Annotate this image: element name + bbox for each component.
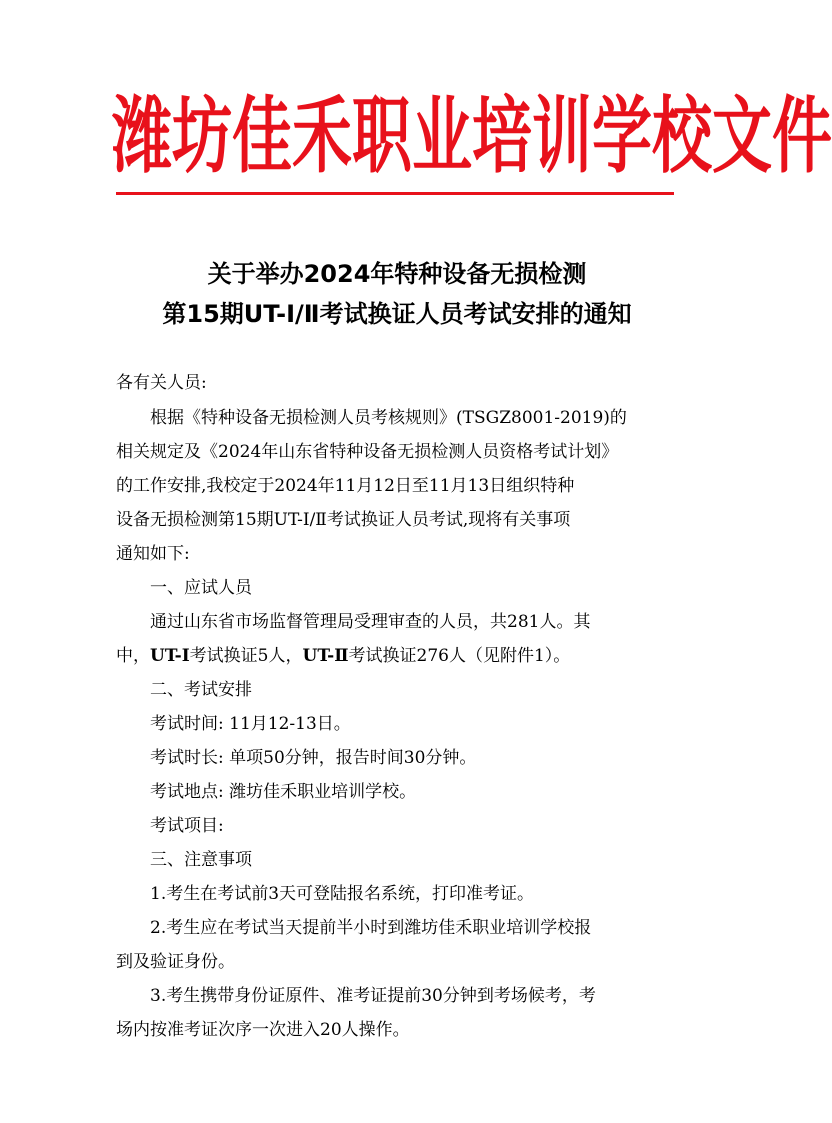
section-heading-1: 一、应试人员 xyxy=(150,578,252,598)
section-heading-2: 二、考试安排 xyxy=(150,680,252,700)
paragraph-line xyxy=(116,641,570,666)
exam-place: 考试地点: 潍坊佳禾职业培训学校。 xyxy=(150,782,417,802)
paragraph-line: 相关规定及《2024年山东省特种设备无损检测人员资格考试计划》 xyxy=(116,442,619,462)
masthead-char: 职 xyxy=(352,88,412,186)
text-run: 考试换证276人（见附件1）。 xyxy=(348,646,571,666)
text-run: 中， xyxy=(116,646,150,666)
notice-title-line-2: 第15期UT-Ⅰ/Ⅱ考试换证人员考试安排的通知 xyxy=(162,300,632,328)
masthead-char: 校 xyxy=(652,88,712,186)
note-item-1: 1.考生在考试前3天可登陆报名系统，打印准考证。 xyxy=(150,884,535,904)
note-item-3-cont: 场内按准考证次序一次进入20人操作。 xyxy=(116,1020,410,1040)
text-run-bold: UT-I xyxy=(150,646,190,666)
paragraph-line: 通知如下: xyxy=(116,544,190,564)
masthead-char: 训 xyxy=(532,88,592,186)
salutation: 各有关人员: xyxy=(116,373,207,393)
section-heading-3: 三、注意事项 xyxy=(150,850,252,870)
masthead-char: 培 xyxy=(472,88,532,186)
masthead-char: 潍 xyxy=(112,88,172,186)
paragraph-line: 根据《特种设备无损检测人员考核规则》(TSGZ8001-2019)的 xyxy=(150,408,627,428)
text-run: 考试换证5人， xyxy=(189,646,303,666)
masthead-char: 禾 xyxy=(292,88,352,186)
masthead-char: 文 xyxy=(712,88,772,186)
masthead-char: 坊 xyxy=(172,88,232,186)
masthead-char: 佳 xyxy=(232,88,292,186)
masthead-red-rule xyxy=(116,192,674,195)
notice-title-line-1: 关于举办2024年特种设备无损检测 xyxy=(207,260,587,288)
exam-duration: 考试时长: 单项50分钟，报告时间30分钟。 xyxy=(150,748,477,768)
masthead-char: 学 xyxy=(592,88,652,186)
paragraph-line: 的工作安排,我校定于2024年11月12日至11月13日组织特种 xyxy=(116,476,575,496)
paragraph-line: 通过山东省市场监督管理局受理审查的人员，共281人。其 xyxy=(150,612,591,632)
note-item-3: 3.考生携带身份证原件、准考证提前30分钟到考场候考，考 xyxy=(150,986,596,1006)
text-run-bold: UT-Ⅱ xyxy=(302,646,349,666)
exam-time: 考试时间: 11月12-13日。 xyxy=(150,714,351,734)
paragraph-line: 设备无损检测第15期UT-Ⅰ/Ⅱ考试换证人员考试,现将有关事项 xyxy=(116,510,571,530)
exam-items: 考试项目: xyxy=(150,816,224,836)
masthead-char: 件 xyxy=(772,88,832,186)
note-item-2-cont: 到及验证身份。 xyxy=(116,952,235,972)
masthead-char: 业 xyxy=(412,88,472,186)
note-item-2: 2.考生应在考试当天提前半小时到潍坊佳禾职业培训学校报 xyxy=(150,918,592,938)
masthead-title xyxy=(112,86,832,188)
